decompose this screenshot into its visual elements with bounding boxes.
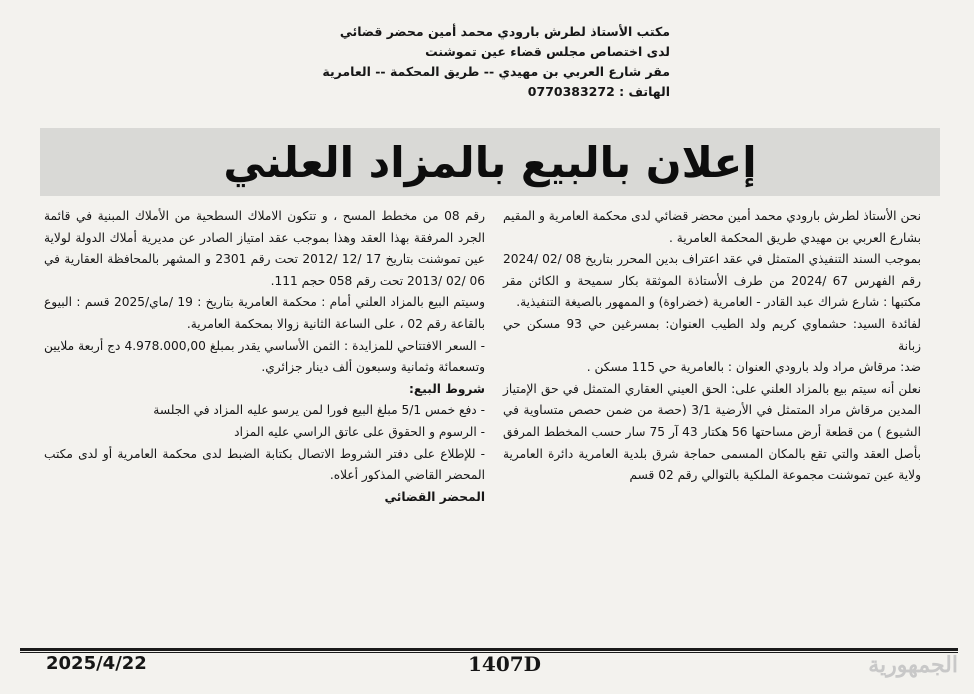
right-column [503,206,921,487]
office-address: مقر شارع العربي بن مهيدي -- طريق المحكمة -- العامرية [322,64,670,79]
condition-2: - الرسوم و الحقوق على عاتق الراسي عليه المزاد [234,424,485,439]
footer-rule [20,648,958,651]
auction-date: وسيتم البيع بالمزاد العلني أمام : محكمة العامرية بتاريخ : 19 /ماي/2025 قسم : البيوع بالقاعة رقم 02 ، على الساعة الثانية زوالا بمحكمة العامرية. [44,295,485,331]
condition-3: - للإطلاع على دفتر الشروط الاتصال بكتابة الضبط لدى محكمة العامرية أو لدى مكتب المحضر القاضي المذكور أعلاه. [44,446,485,483]
left-column [44,206,485,508]
ad-code: 1407D [468,652,542,676]
bailiff-intro: نحن الأستاذ لطرش بارودي محمد أمين محضر قضائي لدى محكمة العامرية و المقيم بشارع العربي بن مهيدي طريق المحكمة العامرية . [503,209,921,245]
condition-1: - دفع خمس 5/1 مبلغ البيع فورا لمن يرسو عليه المزاد في الجلسة [153,403,485,418]
signature: المحضر القضائي [384,489,485,504]
beneficiary: لفائدة السيد: حشماوي كريم ولد الطيب العنوان: بمسرغين حي 93 مسكن حي زبانة [503,316,921,353]
conditions-title: شروط البيع: [409,381,485,396]
office-phone: الهاتف : 0770383272 [527,84,670,99]
newspaper-logo: الجمهورية [868,652,958,678]
property-description: نعلن أنه سيتم بيع بالمزاد العلني على: الحق العيني العقاري المتمثل في حق الإمتياز المدين مرقاش مراد المتمثل في الأرضية 3/1 (حصة من ضمن حصص متساوية في الشيوع ) من قطعة أرض مساحتها 56 هكتار 43 آر 75 سار حسب المخطط المرفق بأصل العقد والتي تقع بالمكان المسمى حماجة شرق بلدية العامرية دائرة العامرية ولاية عين تموشنت مجموعة الملكية بالتوالي رقم 02 قسم [503,381,921,483]
opening-price: - السعر الافتتاحي للمزايدة : الثمن الأساسي يقدر بمبلغ 4.978.000,00 دج أربعة ملايين وتسعمائة وثمانية وسبعون ألف دينار جزائري. [44,338,485,375]
office-jurisdiction: لدى اختصاص مجلس قضاء عين تموشنت [425,44,670,59]
office-header [250,22,670,102]
publication-date: 2025/4/22 [46,653,147,674]
property-details: رقم 08 من مخطط المسح ، و تتكون الاملاك السطحية من الأملاك المبنية في قائمة الجرد المرفقة بهذا العقد وهذا بموجب عقد امتياز الصادر عن مديرية أملاك الدولة لولاية عين تموشنت بتاريخ 17 /12 /2012 تحت رقم 2301 و المشهر بالمحافظة العقارية في 06 /02 /2013 تحت رقم 058 حجم 111. [44,209,486,288]
enforcement-title: بموجب السند التنفيذي المتمثل في عقد اعتراف بدين المحرر بتاريخ 08 /02 /2024 رقم الفهرس 67 /2024 من طرف الأستاذة الموثقة بكار سميحة و الكائن مقر مكتبها : شارع شراك عبد القادر - العامرية (خضراوة) و الممهور بالصيغة التنفيذية. [503,252,922,310]
announcement-title: إعلان بالبيع بالمزاد العلني [223,137,757,187]
debtor: ضد: مرقاش مراد ولد بارودي العنوان : بالعامرية حي 115 مسكن . [586,360,921,375]
office-name: مكتب الأستاذ لطرش بارودي محمد أمين محضر قضائي [339,24,670,39]
